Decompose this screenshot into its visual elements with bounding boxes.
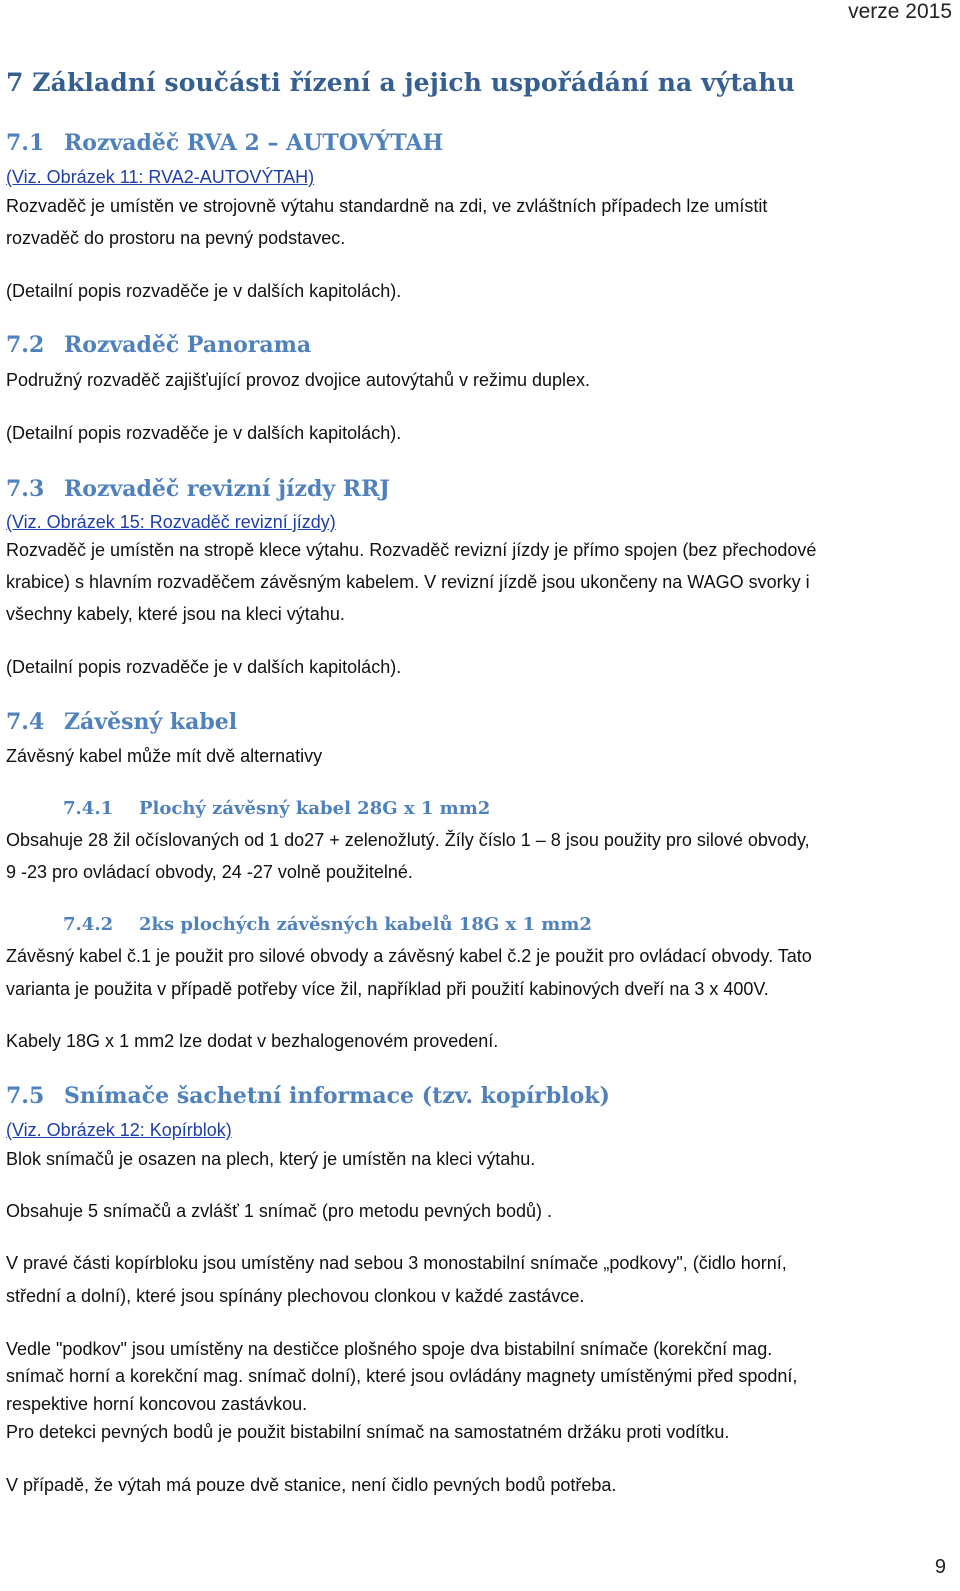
figure-reference-link[interactable]: (Viz. Obrázek 15: Rozvaděč revizní jízdy) — [6, 512, 336, 532]
section-heading-7-2 — [6, 332, 311, 358]
version-label: verze 2015 — [848, 0, 952, 23]
section-number: 7.5 — [6, 1083, 45, 1109]
paragraph-line: 9 -23 pro ovládací obvody, 24 -27 volně použitelné. — [6, 862, 413, 882]
section-heading-7-1 — [6, 130, 443, 156]
section-title: Snímače šachetní informace (tzv. kopírblok) — [64, 1083, 610, 1109]
paragraph-line: Závěsný kabel č.1 je použit pro silové obvody a závěsný kabel č.2 je použit pro ovládací obvody. Tato — [6, 946, 812, 966]
section-heading-7-3 — [6, 476, 390, 502]
paragraph-line: střední a dolní), které jsou spínány plechovou clonkou v každé zastávce. — [6, 1286, 585, 1306]
section-heading-7-4 — [6, 709, 237, 735]
paragraph: (Detailní popis rozvaděče je v dalších kapitolách). — [6, 423, 402, 443]
section-number: 7.4 — [6, 709, 45, 735]
section-number: 7.3 — [6, 476, 45, 502]
paragraph-line: V pravé části kopírbloku jsou umístěny nad sebou 3 monostabilní snímače „podkovy", (čidlo horní, — [6, 1253, 787, 1273]
page-number: 9 — [934, 1556, 946, 1578]
paragraph: Blok snímačů je osazen na plech, který je umístěn na kleci výtahu. — [6, 1149, 536, 1169]
paragraph: (Detailní popis rozvaděče je v dalších kapitolách). — [6, 657, 402, 677]
paragraph: Obsahuje 5 snímačů a zvlášť 1 snímač (pro metodu pevných bodů) . — [6, 1201, 553, 1221]
subsection-number: 7.4.1 — [63, 798, 114, 819]
paragraph-line: respektive horní koncovou zastávkou. — [6, 1394, 308, 1414]
figure-reference-link[interactable]: (Viz. Obrázek 12: Kopírblok) — [6, 1120, 232, 1140]
section-number: 7.1 — [6, 130, 45, 156]
paragraph: (Detailní popis rozvaděče je v dalších kapitolách). — [6, 281, 402, 301]
figure-reference-link[interactable]: (Viz. Obrázek 11: RVA2-AUTOVÝTAH) — [6, 167, 315, 187]
paragraph: V případě, že výtah má pouze dvě stanice, není čidlo pevných bodů potřeba. — [6, 1475, 617, 1495]
section-title: Závěsný kabel — [64, 709, 238, 735]
subsection-title: Plochý závěsný kabel 28G x 1 mm2 — [139, 798, 491, 819]
section-heading-7-5 — [6, 1083, 610, 1109]
paragraph: Závěsný kabel může mít dvě alternativy — [6, 746, 323, 766]
paragraph-line: rozvaděč do prostoru na pevný podstavec. — [6, 228, 346, 248]
section-title: Rozvaděč revizní jízdy RRJ — [64, 476, 390, 502]
subsection-heading-7-4-1 — [63, 798, 490, 819]
section-number: 7.2 — [6, 332, 45, 358]
section-title: Rozvaděč RVA 2 – AUTOVÝTAH — [64, 130, 444, 156]
paragraph-line: Vedle "podkov" jsou umístěny na destičce plošného spoje dva bistabilní snímače (korekční mag. — [6, 1339, 773, 1359]
paragraph-line: Obsahuje 28 žil očíslovaných od 1 do27 + zelenožlutý. Žíly číslo 1 – 8 jsou použity pro silové obvody, — [6, 830, 810, 850]
paragraph-line: krabice) s hlavním rozvaděčem závěsným kabelem. V revizní jízdě jsou ukončeny na WAGO svorky i — [6, 572, 810, 592]
subsection-number: 7.4.2 — [63, 914, 114, 935]
paragraph: Kabely 18G x 1 mm2 lze dodat v bezhalogenovém provedení. — [6, 1031, 499, 1051]
paragraph-line: Rozvaděč je umístěn ve strojovně výtahu standardně na zdi, ve zvláštních případech lze umístit — [6, 196, 768, 216]
paragraph-line: snímač horní a korekční mag. snímač dolní), které jsou ovládány magnety umístěnými před spodní, — [6, 1366, 798, 1386]
subsection-heading-7-4-2 — [63, 914, 592, 935]
paragraph-line: Rozvaděč je umístěn na stropě klece výtahu. Rozvaděč revizní jízdy je přímo spojen (bez přechodové — [6, 540, 817, 560]
paragraph-line: varianta je použita v případě potřeby více žil, například při použití kabinových dveří na 3 x 400V. — [6, 979, 769, 999]
section-title: Rozvaděč Panorama — [64, 332, 312, 358]
chapter-heading: 7 Základní součásti řízení a jejich uspořádání na výtahu — [6, 68, 795, 97]
subsection-title: 2ks plochých závěsných kabelů 18G x 1 mm2 — [139, 914, 592, 935]
paragraph-line: všechny kabely, které jsou na kleci výtahu. — [6, 604, 345, 624]
paragraph: Podružný rozvaděč zajišťující provoz dvojice autovýtahů v režimu duplex. — [6, 370, 591, 390]
paragraph: Pro detekci pevných bodů je použit bistabilní snímač na samostatném držáku proti vodítku. — [6, 1422, 730, 1442]
